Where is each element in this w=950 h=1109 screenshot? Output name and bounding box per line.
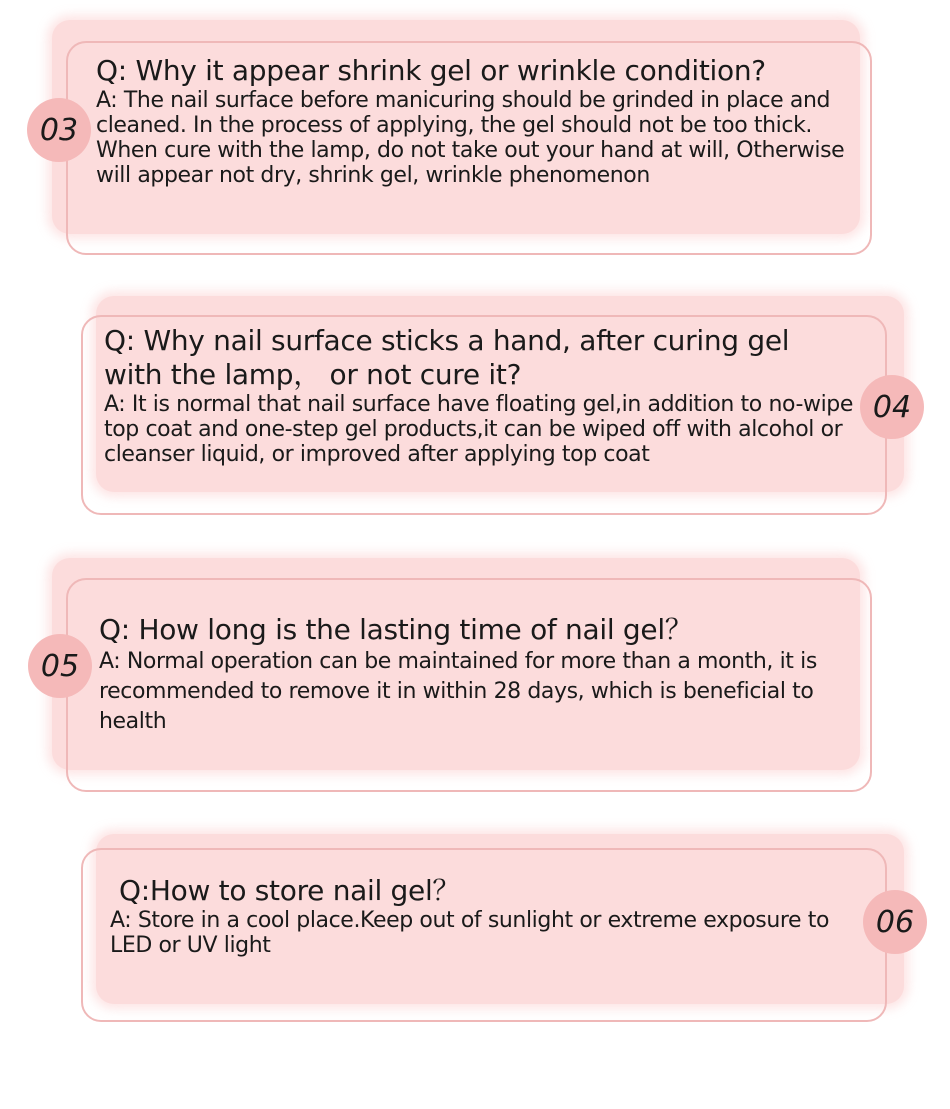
card-text [104, 324, 864, 467]
number-badge [27, 98, 91, 162]
answer-text: A: The nail surface before manicuring should be grinded in place and cleaned. In the process of applying, the gel should not be too thick. When cure with the lamp, do not take out your hand at will, Otherwise will appear not dry, shrink gel, wrinkle phenomenon [96, 88, 845, 188]
answer-text: A: Store in a cool place.Keep out of sunlight or extreme exposure to LED or UV light [110, 908, 830, 958]
question-text: Q: Why nail surface sticks a hand, after curing gel with the lamp， or not cure it? [104, 324, 790, 391]
number-badge [28, 634, 92, 698]
question-text: Q:How to store nail gel？ [119, 874, 461, 907]
answer-text: A: It is normal that nail surface have floating gel,in addition to no-wipe top coat and one-step gel products,it can be wiped off with alcohol or cleanser liquid, or improved after applying top coat [104, 392, 853, 467]
badge-number: 06 [875, 904, 915, 940]
badge-number: 04 [872, 389, 912, 425]
badge-number: 03 [39, 112, 79, 148]
number-badge [860, 375, 924, 439]
card-text [96, 54, 856, 188]
question-text: Q: How long is the lasting time of nail gel？ [99, 613, 693, 646]
answer-text: A: Normal operation can be maintained for more than a month, it is recommended to remove it in within 28 days, which is beneficial to health [99, 649, 817, 734]
question-text: Q: Why it appear shrink gel or wrinkle condition? [96, 54, 766, 87]
card-text [110, 874, 862, 958]
card-text [99, 613, 839, 737]
badge-number: 05 [40, 648, 80, 684]
number-badge [863, 890, 927, 954]
